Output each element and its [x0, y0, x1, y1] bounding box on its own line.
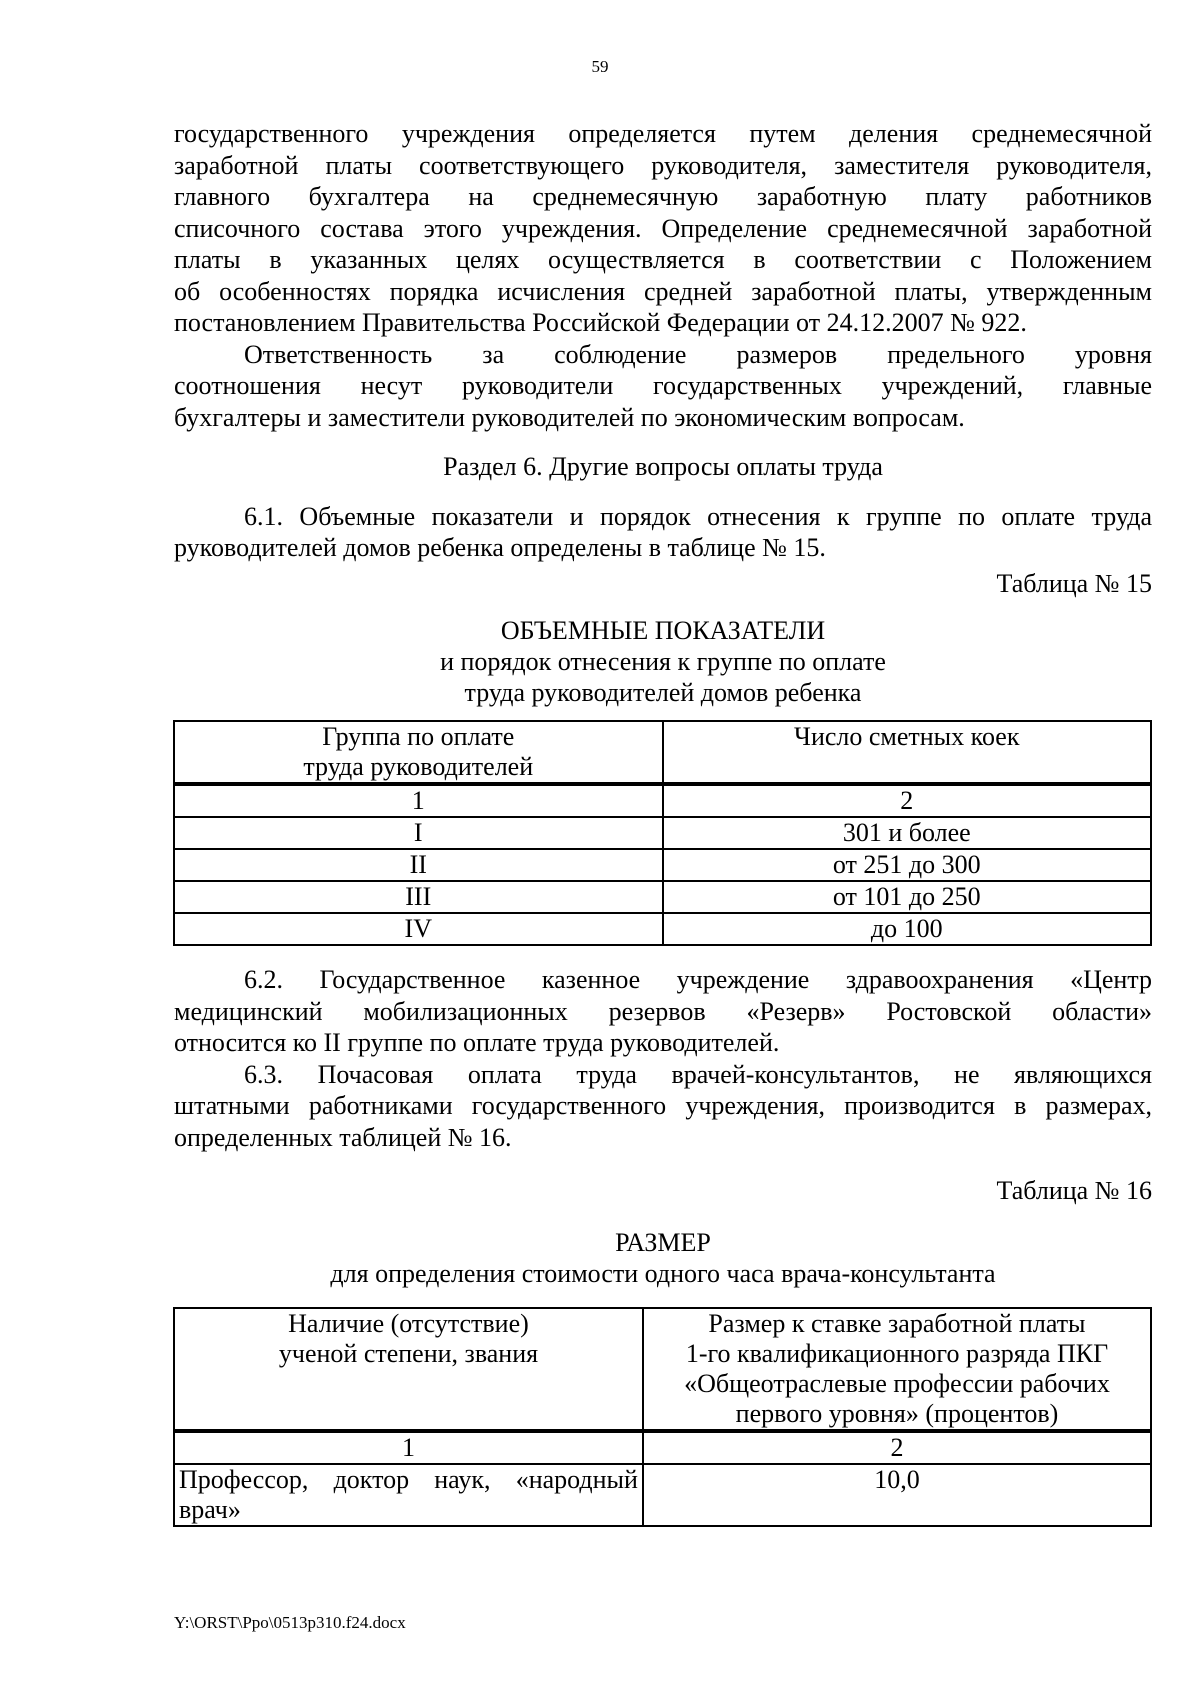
header-line: Группа по оплате — [322, 722, 515, 751]
table-16-title: РАЗМЕР — [615, 1227, 711, 1257]
header-cell-beds: Число сметных коек — [663, 721, 1152, 784]
text-line: постановлением Правительства Российской Федерации от 24.12.2007 № 922. — [174, 308, 1027, 337]
document-body — [174, 118, 1152, 1527]
header-line: Наличие (отсутствие) — [288, 1308, 529, 1338]
text-line: медицинский мобилизационных резервов «Резерв» Ростовской области» — [174, 996, 1152, 1026]
paragraph-6-1 — [174, 501, 1152, 564]
table-16 — [173, 1307, 1152, 1527]
page-number: 59 — [591, 57, 609, 76]
text-line: об особенностях порядка исчисления средней заработной платы, утвержденным — [174, 276, 1152, 306]
header-line: «Общеотраслевые профессии рабочих — [684, 1368, 1110, 1398]
text-line: 6.2. Государственное казенное учреждение здравоохранения «Центр — [244, 965, 1152, 994]
column-number: 2 — [643, 1431, 1151, 1464]
paragraph-responsibility — [174, 339, 1152, 434]
header-line: 1-го квалификационного разряда ПКГ — [685, 1338, 1109, 1368]
column-number: 1 — [174, 784, 663, 817]
footer-file-path: Y:\ORST\Ppo\0513p310.f24.docx — [174, 1613, 406, 1632]
column-number-row — [174, 784, 1151, 817]
text-line: соотношения несут руководители государственных учреждений, главные — [174, 371, 1152, 400]
cell-beds: от 101 до 250 — [663, 881, 1152, 913]
paragraph-salary-ratio — [174, 118, 1152, 339]
table-16-subtitle: для определения стоимости одного часа врача-консультанта — [330, 1258, 996, 1288]
cell-beds: до 100 — [663, 913, 1152, 945]
text-line: списочного состава этого учреждения. Определение среднемесячной заработной — [174, 213, 1152, 243]
table-15-caption: Таблица № 15 — [996, 568, 1152, 598]
text-line: 6.1. Объемные показатели и порядок отнесения к группе по оплате труда — [244, 501, 1152, 531]
text-line: определенных таблицей № 16. — [174, 1122, 512, 1152]
subtitle-line: и порядок отнесения к группе по оплате — [440, 647, 886, 676]
table-row — [174, 817, 1151, 849]
text-line: 6.3. Почасовая оплата труда врачей-консультантов, не являющихся — [244, 1059, 1152, 1089]
text-line: заработной платы соответствующего руководителя, заместителя руководителя, — [174, 150, 1152, 180]
text-line: штатными работниками государственного учреждения, производится в размерах, — [174, 1091, 1152, 1120]
section-heading: Раздел 6. Другие вопросы оплаты труда — [443, 452, 883, 481]
text-line: бухгалтеры и заместители руководителей по экономическим вопросам. — [174, 402, 965, 432]
header-cell-degree — [174, 1308, 643, 1431]
table-15 — [173, 720, 1152, 946]
header-cell-rate — [643, 1308, 1151, 1431]
text-line: платы в указанных целях осуществляется в соответствии с Положением — [174, 245, 1152, 274]
cell-line: врач» — [179, 1494, 241, 1524]
column-number: 2 — [663, 784, 1152, 817]
header-line: первого уровня» (процентов) — [735, 1398, 1059, 1428]
cell-group: II — [174, 849, 663, 881]
cell-beds: от 251 до 300 — [663, 849, 1152, 881]
table-row — [174, 849, 1151, 881]
header-line: труда руководителей — [303, 752, 534, 781]
table-header-row — [174, 1308, 1151, 1431]
table-header-row — [174, 721, 1151, 784]
column-number: 1 — [174, 1431, 643, 1464]
text-line: государственного учреждения определяется путем деления среднемесячной — [174, 119, 1152, 148]
table-15-title: ОБЪЕМНЫЕ ПОКАЗАТЕЛИ — [500, 616, 826, 645]
cell-group: IV — [174, 913, 663, 945]
cell-line: Профессор, доктор наук, «народный — [179, 1464, 638, 1494]
table-16-caption: Таблица № 16 — [996, 1176, 1152, 1205]
table-row — [174, 913, 1151, 945]
text-line: относится ко II группе по оплате труда руководителей. — [174, 1028, 780, 1057]
table-15-subtitle — [174, 646, 1152, 708]
table-row — [174, 1464, 1151, 1526]
cell-degree — [174, 1464, 643, 1526]
text-line: Ответственность за соблюдение размеров предельного уровня — [244, 339, 1152, 369]
cell-group: III — [174, 881, 663, 913]
paragraph-6-2 — [174, 964, 1152, 1059]
paragraph-6-3 — [174, 1059, 1152, 1154]
text-line: руководителей домов ребенка определены в таблице № 15. — [174, 533, 826, 562]
header-line: Размер к ставке заработной платы — [708, 1308, 1086, 1338]
header-cell-group — [174, 721, 663, 784]
subtitle-line: труда руководителей домов ребенка — [464, 678, 862, 707]
column-number-row — [174, 1431, 1151, 1464]
text-line: главного бухгалтера на среднемесячную заработную плату работников — [174, 182, 1152, 211]
cell-group: I — [174, 817, 663, 849]
table-row — [174, 881, 1151, 913]
header-line: ученой степени, звания — [278, 1338, 539, 1368]
cell-rate: 10,0 — [643, 1464, 1151, 1526]
cell-beds: 301 и более — [663, 817, 1152, 849]
